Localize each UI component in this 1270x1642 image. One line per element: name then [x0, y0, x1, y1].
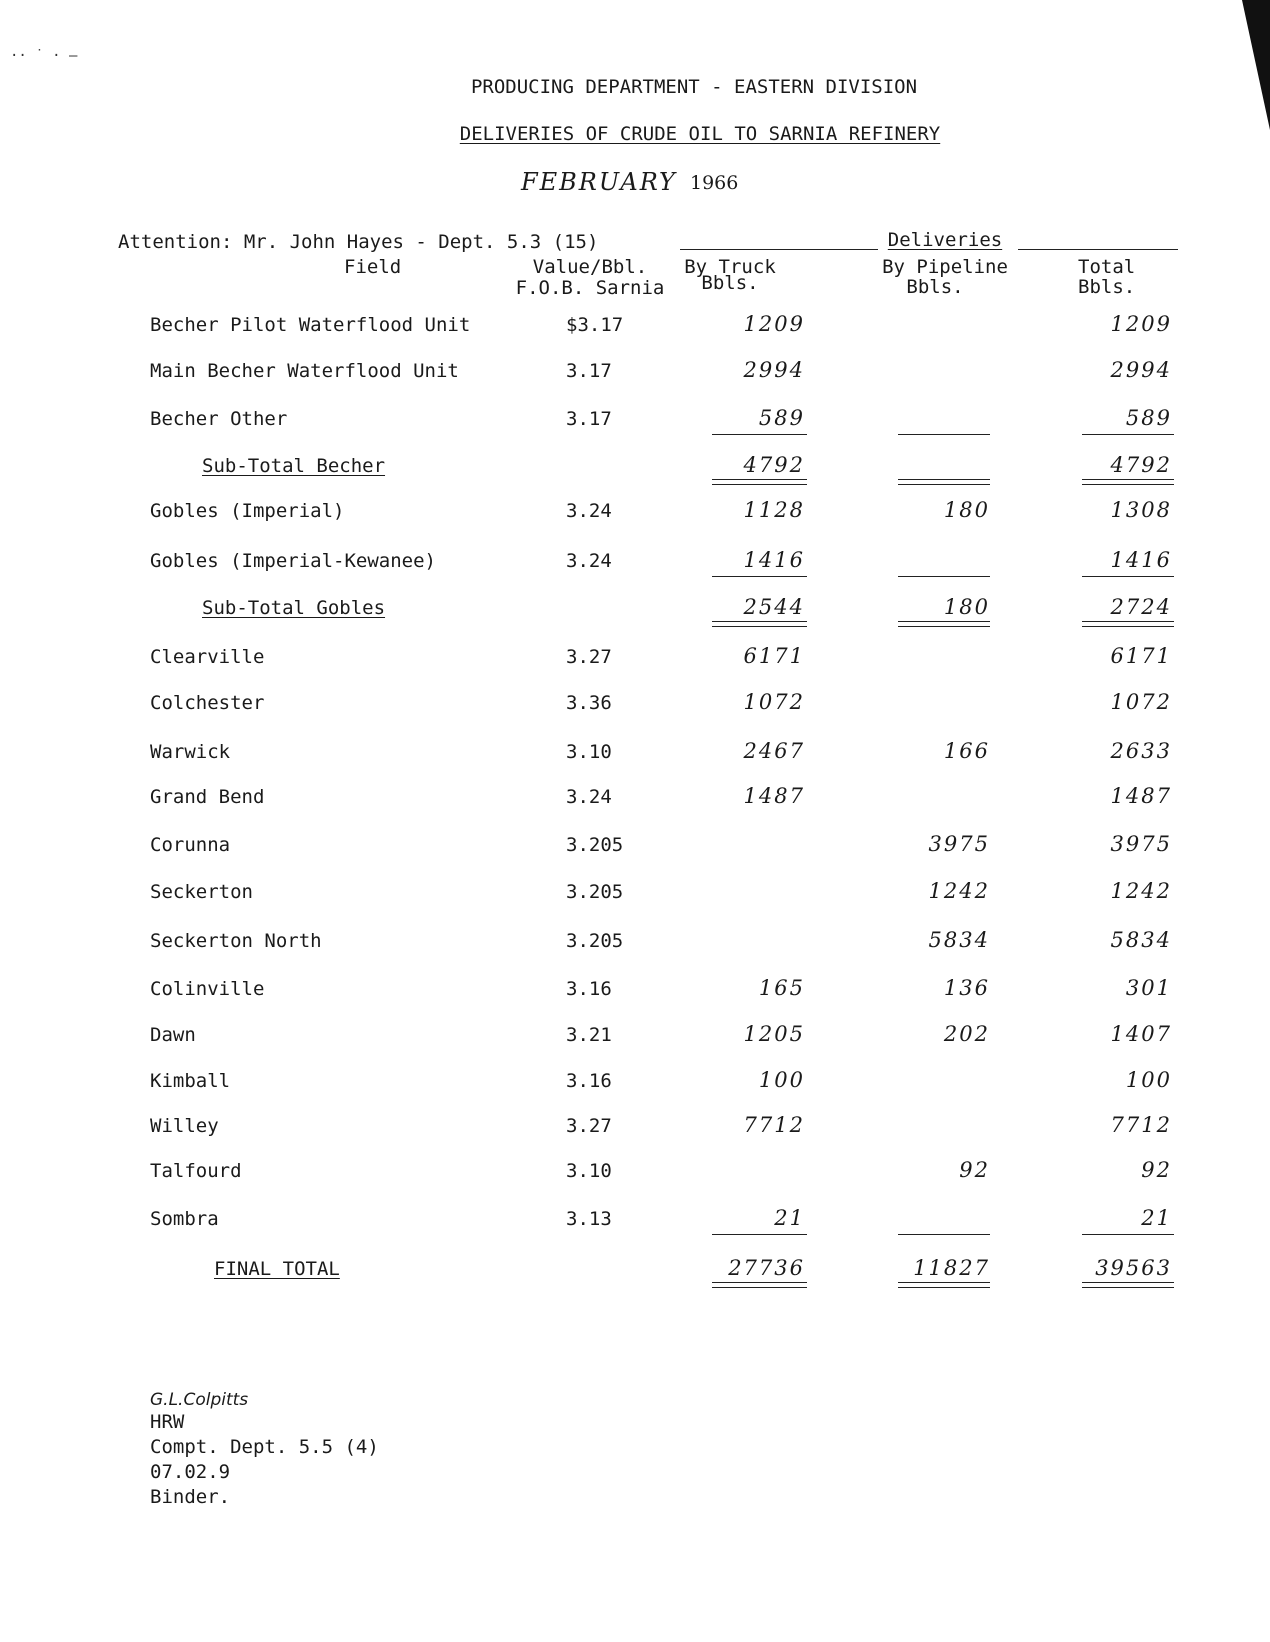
scan-corner-mark: [1242, 0, 1270, 130]
field-name: Main Becher Waterflood Unit: [150, 360, 459, 382]
column-double-underline: [898, 621, 990, 627]
pipeline-barrels: 5834: [928, 928, 990, 952]
truck-barrels: 7712: [743, 1113, 805, 1137]
column-double-underline: [1082, 621, 1174, 627]
total-barrels: 1407: [1110, 1022, 1172, 1046]
value-per-barrel: 3.24: [566, 786, 612, 808]
total-barrels: 2994: [1110, 358, 1172, 382]
field-name: Colchester: [150, 692, 265, 714]
truck-barrels: 1205: [743, 1022, 805, 1046]
column-underline: [1082, 434, 1174, 435]
field-name: Corunna: [150, 834, 231, 856]
value-per-barrel: 3.13: [566, 1208, 612, 1230]
truck-barrels: 1072: [743, 690, 805, 714]
total-barrels: 3975: [1110, 832, 1172, 856]
signature-initials: G.L.Colpitts: [150, 1390, 249, 1410]
field-name: Clearville: [150, 646, 265, 668]
document-title: DELIVERIES OF CRUDE OIL TO SARNIA REFINERY: [459, 123, 941, 145]
value-column-header-1: Value/Bbl.: [532, 256, 648, 278]
field-name: Colinville: [150, 978, 265, 1000]
value-per-barrel: 3.27: [566, 1115, 612, 1137]
footer-copy-to: Compt. Dept. 5.5 (4): [150, 1436, 379, 1458]
column-underline: [1082, 1234, 1174, 1235]
pipeline-barrels: 166: [943, 739, 990, 763]
truck-barrels: 100: [758, 1068, 805, 1092]
total-barrels: 2724: [1110, 595, 1172, 619]
field-name: Warwick: [150, 741, 231, 763]
field-name: Becher Pilot Waterflood Unit: [150, 314, 471, 336]
pipeline-barrels: 180: [943, 498, 990, 522]
footer-initials: HRW: [150, 1411, 185, 1433]
attention-line: Attention: Mr. John Hayes - Dept. 5.3 (15): [118, 231, 599, 253]
value-per-barrel: 3.27: [566, 646, 612, 668]
total-barrels: 1209: [1110, 312, 1172, 336]
field-name: Grand Bend: [150, 786, 265, 808]
total-barrels: 1308: [1110, 498, 1172, 522]
truck-column-header-2: Bbls.: [701, 272, 759, 294]
value-per-barrel: 3.16: [566, 978, 612, 1000]
field-name: Kimball: [150, 1070, 231, 1092]
pipeline-barrels: 136: [943, 976, 990, 1000]
value-per-barrel: 3.205: [566, 834, 624, 856]
truck-barrels: 2544: [743, 595, 805, 619]
field-name: Gobles (Imperial): [150, 500, 345, 522]
deliveries-rule-left: [680, 249, 878, 250]
pipeline-barrels: 92: [959, 1158, 990, 1182]
total-barrels: 1416: [1110, 548, 1172, 572]
truck-barrels: 589: [758, 406, 805, 430]
total-barrels: 5834: [1110, 928, 1172, 952]
column-underline: [898, 1234, 990, 1235]
column-double-underline: [898, 479, 990, 485]
field-name: Gobles (Imperial-Kewanee): [150, 550, 436, 572]
total-barrels: 92: [1141, 1158, 1172, 1182]
truck-barrels: 1416: [743, 548, 805, 572]
truck-barrels: 27736: [728, 1256, 805, 1280]
value-per-barrel: 3.17: [566, 360, 612, 382]
pipeline-barrels: 11827: [913, 1256, 990, 1280]
total-barrels: 301: [1125, 976, 1172, 1000]
field-name: Willey: [150, 1115, 219, 1137]
year-label: 1966: [690, 172, 739, 194]
column-double-underline: [712, 1282, 807, 1288]
deliveries-heading: Deliveries: [887, 229, 1003, 251]
subtotal-label: Sub-Total Gobles: [202, 597, 386, 619]
scan-specks: ·· ˙ · —: [10, 48, 78, 64]
value-per-barrel: 3.21: [566, 1024, 612, 1046]
value-per-barrel: 3.205: [566, 881, 624, 903]
truck-barrels: 1128: [743, 498, 805, 522]
total-column-header-1: Total: [1078, 256, 1136, 278]
deliveries-rule-right: [1018, 249, 1178, 250]
column-underline: [712, 1234, 807, 1235]
total-barrels: 1242: [1110, 879, 1172, 903]
pipeline-barrels: 3975: [928, 832, 990, 856]
month-handwritten: FEBRUARY: [521, 168, 677, 196]
truck-barrels: 165: [758, 976, 805, 1000]
total-barrels: 7712: [1110, 1113, 1172, 1137]
value-per-barrel: 3.10: [566, 741, 612, 763]
column-double-underline: [1082, 479, 1174, 485]
value-per-barrel: 3.36: [566, 692, 612, 714]
department-heading: PRODUCING DEPARTMENT - EASTERN DIVISION: [470, 76, 918, 98]
subtotal-label: Sub-Total Becher: [202, 455, 386, 477]
total-barrels: 39563: [1095, 1256, 1172, 1280]
column-underline: [712, 576, 807, 577]
pipeline-barrels: 180: [943, 595, 990, 619]
total-barrels: 2633: [1110, 739, 1172, 763]
field-name: Dawn: [150, 1024, 196, 1046]
truck-barrels: 1209: [743, 312, 805, 336]
column-underline: [898, 576, 990, 577]
truck-barrels: 2994: [743, 358, 805, 382]
value-column-header-2: F.O.B. Sarnia: [515, 277, 665, 299]
column-underline: [712, 434, 807, 435]
truck-barrels: 6171: [743, 644, 805, 668]
field-name: Seckerton: [150, 881, 253, 903]
value-per-barrel: 3.24: [566, 550, 612, 572]
truck-barrels: 2467: [743, 739, 805, 763]
total-barrels: 4792: [1110, 453, 1172, 477]
total-barrels: 100: [1125, 1068, 1172, 1092]
column-underline: [898, 434, 990, 435]
value-per-barrel: 3.17: [566, 408, 612, 430]
pipeline-barrels: 202: [943, 1022, 990, 1046]
total-barrels: 1487: [1110, 784, 1172, 808]
truck-barrels: 4792: [743, 453, 805, 477]
truck-column-header-1: By Truck: [684, 256, 776, 278]
field-name: Becher Other: [150, 408, 288, 430]
column-double-underline: [898, 1282, 990, 1288]
truck-barrels: 21: [774, 1206, 805, 1230]
pipeline-column-header-1: By Pipeline: [882, 256, 1008, 278]
column-underline: [1082, 576, 1174, 577]
total-column-header-2: Bbls.: [1078, 276, 1136, 298]
value-per-barrel: 3.24: [566, 500, 612, 522]
column-double-underline: [712, 621, 807, 627]
field-name: Seckerton North: [150, 930, 322, 952]
footer-file-number: 07.02.9: [150, 1461, 231, 1483]
total-barrels: 6171: [1110, 644, 1172, 668]
value-per-barrel: $3.17: [566, 314, 624, 336]
column-double-underline: [1082, 1282, 1174, 1288]
value-per-barrel: 3.205: [566, 930, 624, 952]
value-per-barrel: 3.16: [566, 1070, 612, 1092]
total-barrels: 1072: [1110, 690, 1172, 714]
field-name: Talfourd: [150, 1160, 242, 1182]
field-name: Sombra: [150, 1208, 219, 1230]
truck-barrels: 1487: [743, 784, 805, 808]
field-column-header: Field: [344, 256, 402, 278]
pipeline-barrels: 1242: [928, 879, 990, 903]
total-barrels: 21: [1141, 1206, 1172, 1230]
footer-binder: Binder.: [150, 1486, 231, 1508]
value-per-barrel: 3.10: [566, 1160, 612, 1182]
column-double-underline: [712, 479, 807, 485]
total-barrels: 589: [1125, 406, 1172, 430]
final-total-label: FINAL TOTAL: [214, 1258, 340, 1280]
pipeline-column-header-2: Bbls.: [906, 276, 964, 298]
